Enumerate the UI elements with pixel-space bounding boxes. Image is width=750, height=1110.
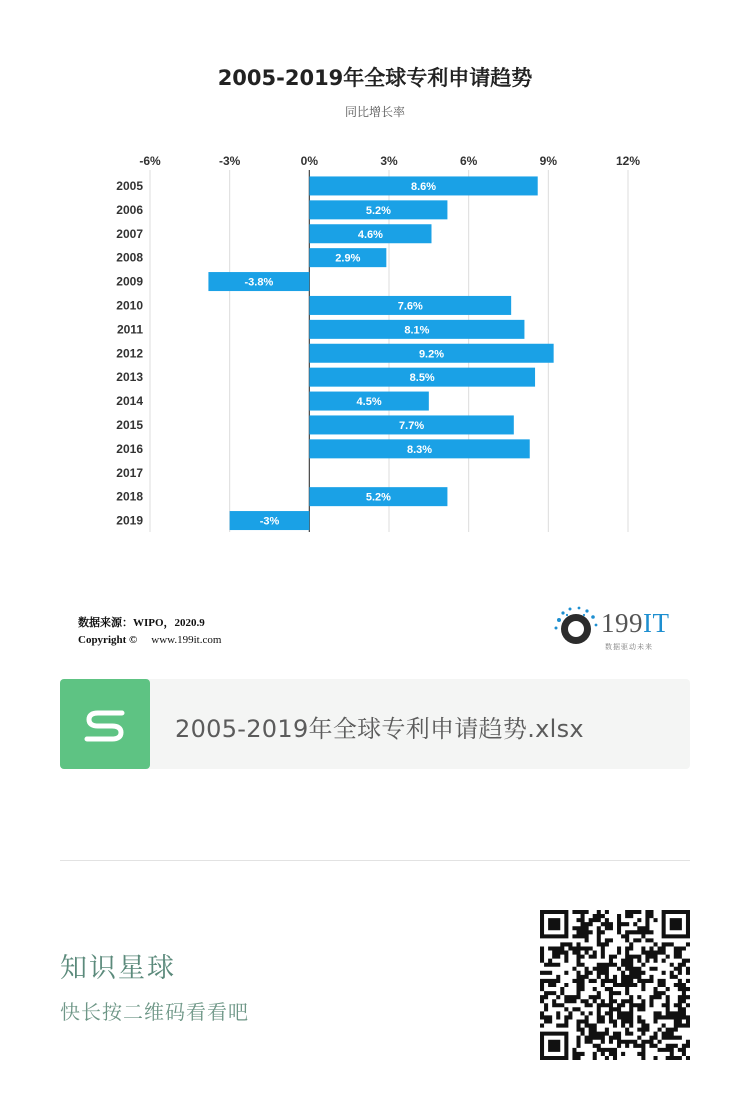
- data-label: 8.1%: [404, 324, 430, 337]
- copyright-label: Copyright ©: [78, 634, 138, 646]
- data-label: 7.7%: [399, 419, 425, 432]
- x-tick-label: -6%: [139, 154, 161, 168]
- x-tick-label: -3%: [218, 154, 241, 168]
- footer-subtitle: 快长按二维码看看吧: [60, 1000, 249, 1024]
- data-label: 8.3%: [406, 443, 433, 456]
- y-tick-label: 2009: [116, 274, 143, 289]
- x-tick-label: 0%: [300, 154, 319, 168]
- brand-logo: [553, 606, 693, 654]
- data-label: 7.6%: [397, 300, 423, 313]
- y-tick-label: 2006: [116, 202, 143, 217]
- y-tick-label: 2007: [116, 226, 143, 241]
- data-label: 5.2%: [365, 491, 391, 504]
- data-label: 8.5%: [409, 372, 435, 385]
- footer-title: 知识星球: [60, 953, 176, 984]
- data-label: -3%: [259, 515, 280, 528]
- y-tick-label: 2018: [116, 489, 143, 504]
- y-tick-label: 2005: [116, 178, 143, 193]
- data-source: 数据来源：WIPO，2020.9: [78, 617, 205, 629]
- y-tick-label: 2010: [116, 298, 143, 313]
- data-label: 4.6%: [357, 228, 383, 241]
- data-label: 8.6%: [410, 180, 437, 193]
- y-tick-label: 2011: [116, 322, 143, 337]
- y-tick-label: 2013: [116, 370, 143, 385]
- x-tick-label: 12%: [615, 154, 641, 168]
- data-label: 4.5%: [356, 396, 382, 409]
- y-tick-label: 2017: [116, 465, 143, 480]
- chart-subtitle: 同比增长率: [344, 105, 405, 119]
- data-label: 2.9%: [335, 252, 361, 265]
- chart-title: 2005-2019年全球专利申请趋势: [217, 66, 533, 90]
- file-name: 2005-2019年全球专利申请趋势.xlsx: [175, 715, 584, 743]
- data-label: 5.2%: [365, 204, 391, 217]
- brand-name: 199IT: [601, 608, 670, 638]
- qr-code-icon[interactable]: [540, 910, 690, 1060]
- y-tick-label: 2014: [116, 394, 143, 409]
- y-tick-label: 2008: [116, 250, 143, 265]
- spreadsheet-file-icon: [60, 679, 150, 769]
- y-tick-label: 2016: [116, 441, 143, 456]
- x-tick-label: 3%: [380, 154, 398, 168]
- y-tick-label: 2015: [116, 417, 143, 432]
- divider: [60, 860, 690, 861]
- dandelion-logo-icon: [553, 606, 599, 652]
- bar-chart: [0, 140, 750, 560]
- x-tick-label: 6%: [459, 154, 478, 168]
- x-tick-label: 9%: [539, 154, 558, 168]
- y-tick-label: 2012: [116, 346, 143, 361]
- brand-tagline: 数据驱动未来: [605, 644, 653, 651]
- copyright-site: www.199it.com: [151, 634, 222, 646]
- file-attachment[interactable]: [60, 679, 690, 769]
- data-label: -3.8%: [244, 276, 274, 289]
- y-tick-label: 2019: [116, 513, 143, 528]
- data-label: 9.2%: [418, 348, 445, 361]
- copyright: [78, 634, 221, 646]
